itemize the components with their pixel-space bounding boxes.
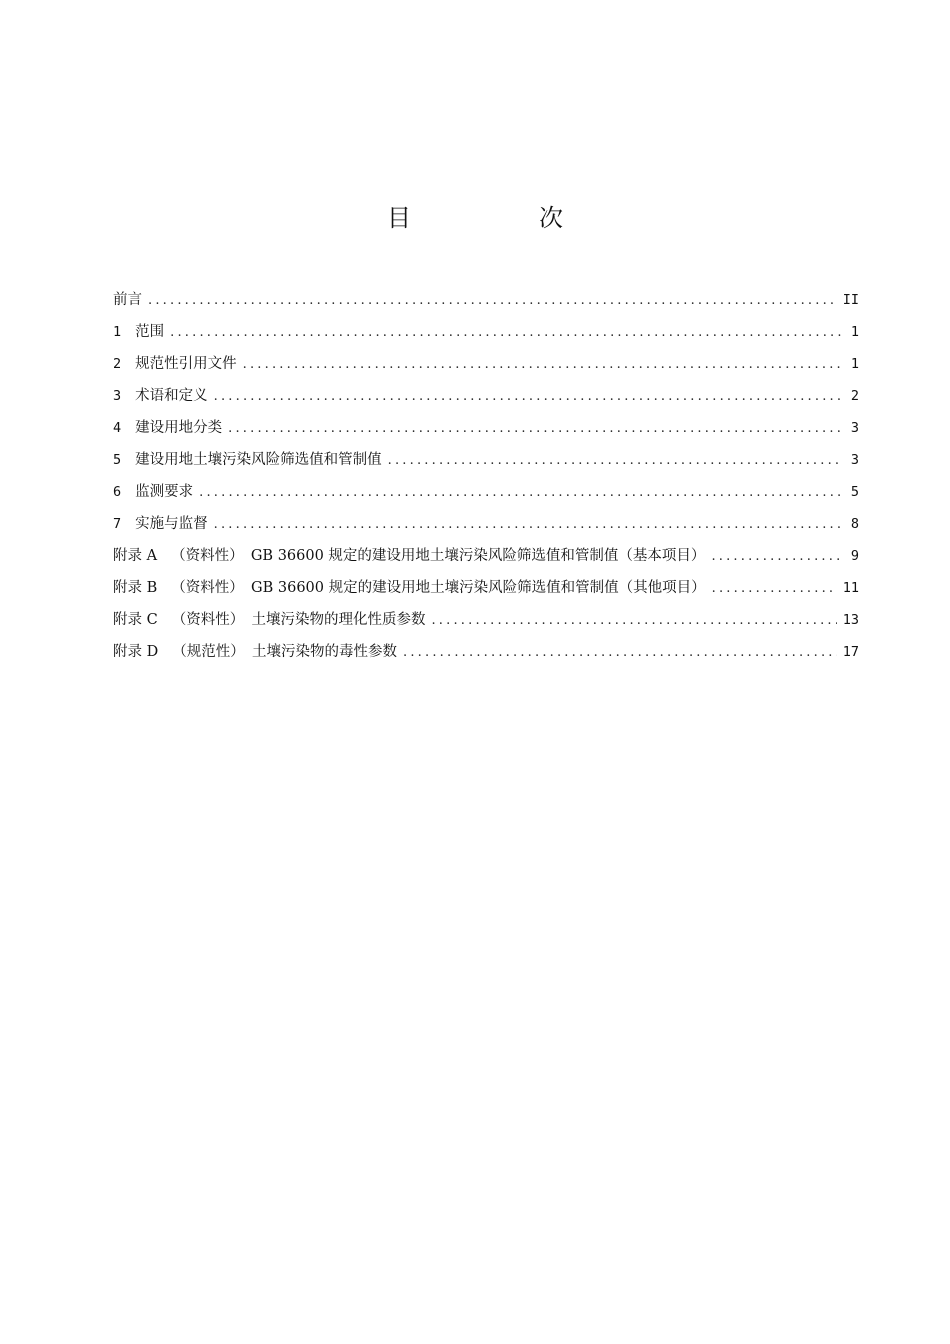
toc-entry-implementation[interactable] — [113, 508, 859, 540]
toc-entry-label: 前言 — [113, 292, 142, 308]
toc-entry-page: 3 — [850, 452, 859, 468]
toc-entry-land-classification[interactable] — [113, 412, 859, 444]
toc-entry-label: 规范性引用文件 — [135, 356, 237, 372]
toc-entry-page: 3 — [850, 420, 859, 436]
toc-entry-appendix-a[interactable] — [113, 540, 859, 572]
dot-leader — [214, 381, 843, 413]
toc-entry-scope[interactable] — [113, 316, 859, 348]
toc-entry-label: 术语和定义 — [135, 388, 208, 404]
dot-leader — [403, 637, 837, 669]
toc-entry-page: 13 — [842, 612, 859, 628]
dot-leader — [711, 541, 843, 573]
toc-entry-number: 附录 B — [113, 580, 158, 596]
toc-entry-normative-references[interactable] — [113, 348, 859, 380]
toc-entry-number: 附录 A — [113, 548, 158, 564]
dot-leader — [243, 349, 843, 381]
dot-leader — [148, 285, 837, 317]
toc-entry-monitoring[interactable] — [113, 476, 859, 508]
toc-entry-page: 2 — [850, 388, 859, 404]
toc-entry-appendix-b[interactable] — [113, 572, 859, 604]
toc-entry-page: 5 — [850, 484, 859, 500]
toc-entry-page: II — [842, 292, 859, 308]
toc-entry-label: （规范性） 土壤污染物的毒性参数 — [172, 644, 397, 660]
toc-entry-page: 11 — [842, 580, 859, 596]
toc-entry-label: （资料性） GB 36600 规定的建设用地土壤污染风险筛选值和管制值（其他项目） — [171, 580, 706, 596]
dot-leader — [214, 509, 843, 541]
toc-entry-number: 2 — [113, 356, 122, 372]
toc-entry-label: （资料性） GB 36600 规定的建设用地土壤污染风险筛选值和管制值（基本项目） — [171, 548, 706, 564]
toc-entry-page: 1 — [850, 324, 859, 340]
dot-leader — [712, 573, 837, 605]
toc-entry-appendix-d[interactable] — [113, 636, 859, 668]
toc-entry-label: 建设用地土壤污染风险筛选值和管制值 — [135, 452, 382, 468]
toc-entry-number: 3 — [113, 388, 122, 404]
toc-entry-page: 8 — [850, 516, 859, 532]
toc-entry-number: 5 — [113, 452, 122, 468]
toc-entry-number: 1 — [113, 324, 122, 340]
toc-entry-number: 4 — [113, 420, 122, 436]
toc-entry-appendix-c[interactable] — [113, 604, 859, 636]
toc-entry-number: 附录 D — [113, 644, 159, 660]
dot-leader — [228, 413, 843, 445]
toc-entry-label: 实施与监督 — [135, 516, 208, 532]
toc-entry-page: 1 — [850, 356, 859, 372]
toc-entry-number: 7 — [113, 516, 122, 532]
toc-entry-preface[interactable] — [113, 284, 859, 316]
dot-leader — [170, 317, 843, 349]
toc-entry-label: 范围 — [135, 324, 165, 340]
dot-leader — [199, 477, 843, 509]
toc-entry-page: 17 — [842, 644, 859, 660]
toc-entry-page: 9 — [850, 548, 859, 564]
toc-entry-number: 附录 C — [113, 612, 158, 628]
toc-entry-label: 建设用地分类 — [135, 420, 223, 436]
toc-entry-screening-values[interactable] — [113, 444, 859, 476]
toc-title: 目 次 — [387, 204, 615, 232]
toc-entry-number: 6 — [113, 484, 122, 500]
toc-entry-label: （资料性） 土壤污染物的理化性质参数 — [171, 612, 426, 628]
dot-leader — [388, 445, 843, 477]
dot-leader — [431, 605, 836, 637]
toc-entry-label: 监测要求 — [135, 484, 194, 500]
table-of-contents — [113, 284, 859, 668]
toc-entry-terms-definitions[interactable] — [113, 380, 859, 412]
